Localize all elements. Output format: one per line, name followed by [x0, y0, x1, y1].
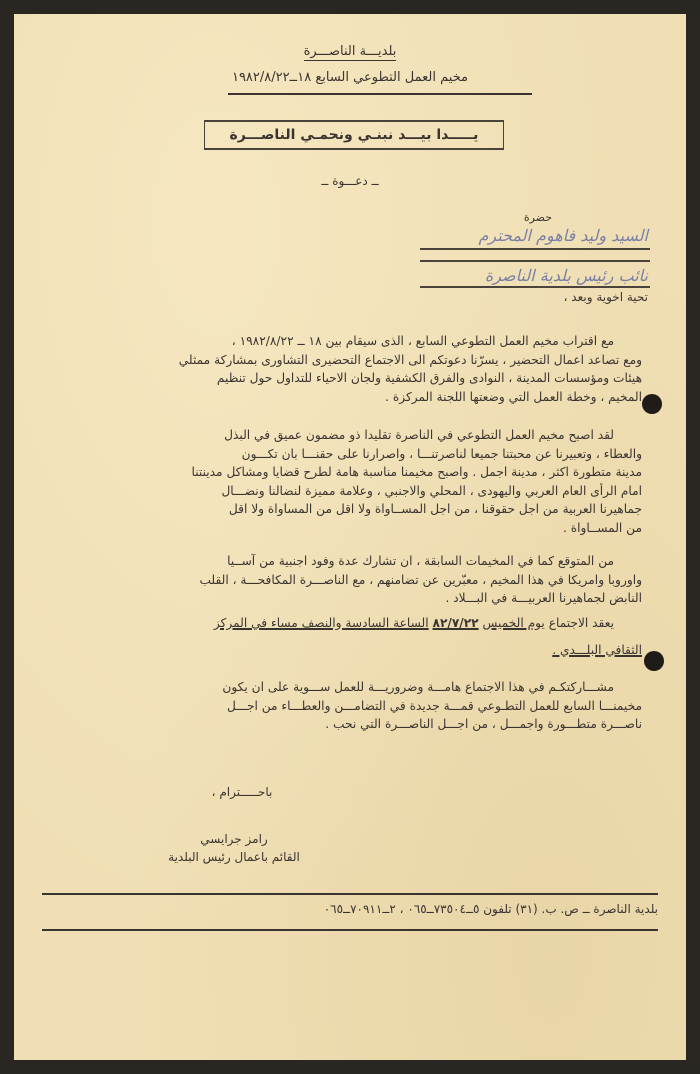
- letterhead-subtitle: مخيم العمل التطوعي السابع ١٨ــ١٩٨٢/٨/٢٢: [231, 70, 469, 85]
- punch-hole-icon: [644, 651, 664, 671]
- header-divider: [228, 93, 532, 95]
- paragraph-line: مشـــاركتكـم في هذا الاجتماع هامـــة وضروريـــة للعمل ســـوية على ان يكون: [222, 680, 614, 694]
- paragraph-3: [78, 552, 642, 608]
- recipient-name-handwritten: السيد وليد فاهوم المحترم: [478, 226, 648, 245]
- meeting-date: ٨٢/٧/٢٢: [432, 616, 479, 630]
- paragraph-line: مدينة متطورة اكثر ، مدينة اجمل . واصبح مخيمنا مناسبة هامة لطرح قضايا ومشاكل مدينتنا: [191, 465, 642, 479]
- address-line: [420, 286, 650, 288]
- recipient-title-handwritten: نائب رئيس بلدية الناصرة: [484, 266, 648, 285]
- paragraph-line: والعطاء ، وتعبيرنا عن محبتنا جميعا لناصرتنـــا ، واصرارنا على حقنـــا بان تكـــون: [241, 446, 642, 461]
- paragraph-5: [78, 678, 642, 734]
- paragraph-line: المخيم ، وخطة العمل التي وضعتها اللجنة المركزة .: [385, 389, 642, 404]
- meeting-line: [78, 641, 642, 660]
- paragraph-line: مخيمنـــا السابع للعمل التطـوعي قمـــة جديدة في التضامـــن والعطـــاء من اجـــل: [227, 698, 642, 713]
- punch-hole-icon: [642, 394, 662, 414]
- paragraph-line: هيئات ومؤسسات المدينة ، النوادى والفرق الكشفية ولجان الاحياء للتداول حول تنظيم: [216, 371, 642, 385]
- recipient-label: حضرة: [523, 211, 552, 224]
- meeting-line: [78, 614, 642, 633]
- letter-page: [14, 14, 686, 1060]
- slogan-box: يـــــدا بيـــد نبنـي ونحمـي الناصـــرة: [204, 120, 504, 150]
- footer-divider: [42, 929, 658, 931]
- meeting-day: يوم الخميس: [482, 616, 545, 630]
- paragraph-line: لقد اصبح مخيم العمل التطوعي في الناصرة تقليدا ذو مضمون عميق في البذل: [224, 428, 614, 442]
- meeting-place: الثقافي البلـــدي .: [552, 642, 642, 657]
- invitation-heading: ــ دعـــوة ــ: [321, 174, 379, 188]
- footer-divider: [42, 893, 658, 895]
- paragraph-line: النابض لجماهيرنا العربيـــة في البـــلاد .: [445, 591, 642, 605]
- paragraph-1: [78, 332, 642, 406]
- address-line: [420, 248, 650, 250]
- greeting: تحية اخوية وبعد ،: [563, 290, 648, 304]
- signer-name: رامز جرايسي: [200, 832, 268, 846]
- paragraph-line: من المســاواة .: [563, 520, 642, 535]
- paragraph-2: [78, 426, 642, 537]
- footer-contact: بلدية الناصرة ــ ص. ب. (٣١) تلفون ٥ــ٧٣٥٠٤ــ٠٦٥ ، ٢ــ٧٠٩١١ــ٠٦٥: [323, 902, 658, 916]
- letterhead-title: [14, 44, 686, 59]
- meeting-prefix: يعقد الاجتماع: [548, 616, 614, 630]
- paragraph-line: ناصـــرة متطـــورة واجمـــل ، من اجـــل الناصـــرة التي نحب .: [325, 717, 642, 731]
- signature-block: [144, 830, 324, 866]
- closing: باحـــــترام ،: [211, 785, 273, 799]
- municipality-name: بلديـــة الناصـــرة: [303, 44, 397, 59]
- paragraph-line: جماهيرنا العربية من اجل حقوقنا ، من اجل المســاواة ولا اقل من المساواة ولا اقل: [228, 502, 642, 516]
- meeting-time: الساعة السادسة والنصف مساء في المركز: [213, 616, 429, 630]
- paragraph-line: مع اقتراب مخيم العمل التطوعي السابع ، الذى سيقام بين ١٨ ــ ١٩٨٢/٨/٢٢ ،: [231, 334, 614, 348]
- address-line: [420, 260, 650, 262]
- paragraph-line: ومع تصاعد اعمال التحضير ، يسرّنا دعوتكم الى الاجتماع التحضيرى التشاورى بمشاركة ممثلي: [178, 352, 642, 367]
- meeting-details: [78, 614, 642, 659]
- paragraph-line: من المتوقع كما في المخيمات السابقة ، ان تشارك عدة وفود اجنبية من آســيا: [227, 554, 614, 568]
- signer-title: القائم باعمال رئيس البلدية: [168, 850, 300, 864]
- paragraph-line: امام الرأى العام العربي واليهودى ، المحلي والاجنبي ، وعلامة مميزة لنضالنا ونضـــال: [221, 483, 642, 498]
- paragraph-line: واوروبا وامريكا في هذا المخيم ، معبّرين عن تضامنهم ، مع الناصـــرة المكافحـــة ، القلب: [199, 572, 642, 587]
